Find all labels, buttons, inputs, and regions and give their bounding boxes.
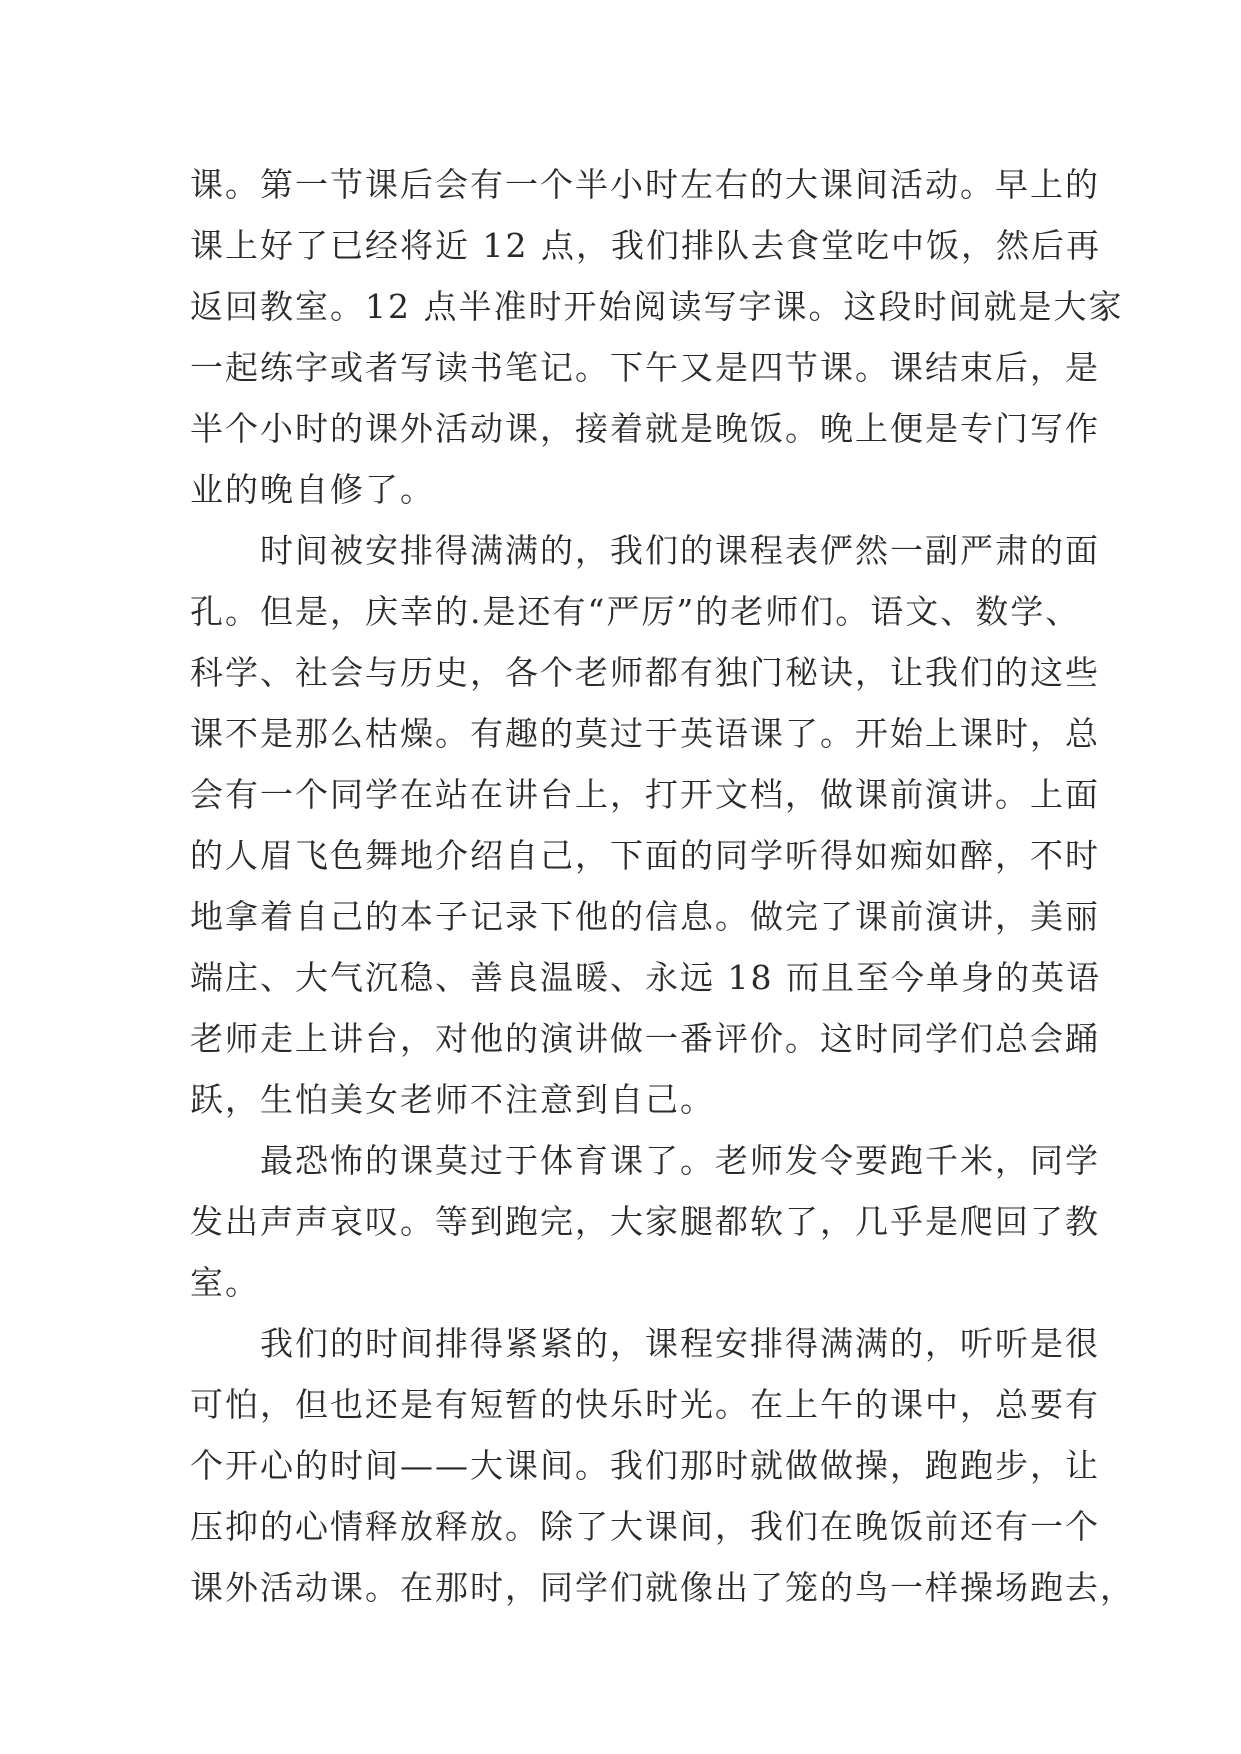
text-line: 业的晚自修了。 xyxy=(190,470,435,509)
text-line: 地拿着自己的本子记录下他的信息。做完了课前演讲，美丽 xyxy=(190,897,1100,936)
text-line: 时间被安排得满满的，我们的课程表俨然一副严肃的面 xyxy=(190,531,1100,570)
text-line: 端庄、大气沉稳、善良温暖、永远 18 而且至今单身的英语 xyxy=(190,958,1101,997)
text-line: 发出声声哀叹。等到跑完，大家腿都软了，几乎是爬回了教 xyxy=(190,1202,1100,1241)
text-line: 半个小时的课外活动课，接着就是晚饭。晚上便是专门写作 xyxy=(190,409,1100,448)
text-line: 最恐怖的课莫过于体育课了。老师发令要跑千米，同学 xyxy=(190,1141,1100,1180)
text-line: 压抑的心情释放释放。除了大课间，我们在晚饭前还有一个 xyxy=(190,1507,1100,1546)
text-line: 会有一个同学在站在讲台上，打开文档，做课前演讲。上面 xyxy=(190,775,1100,814)
text-line: 老师走上讲台，对他的演讲做一番评价。这时同学们总会踊 xyxy=(190,1019,1100,1058)
text-line: 个开心的时间——大课间。我们那时就做做操，跑跑步，让 xyxy=(190,1446,1100,1485)
body-text xyxy=(190,154,1135,1618)
text-line: 的人眉飞色舞地介绍自己，下面的同学听得如痴如醉，不时 xyxy=(190,836,1100,875)
text-line: 我们的时间排得紧紧的，课程安排得满满的，听听是很 xyxy=(190,1324,1100,1363)
text-line: 跃，生怕美女老师不注意到自己。 xyxy=(190,1080,715,1119)
text-line: 科学、社会与历史，各个老师都有独门秘诀，让我们的这些 xyxy=(190,653,1100,692)
text-line: 孔。但是，庆幸的.是还有“严厉”的老师们。语文、数学、 xyxy=(190,592,1081,631)
text-line: 室。 xyxy=(190,1263,260,1302)
text-line: 课外活动课。在那时，同学们就像出了笼的鸟一样操场跑去， xyxy=(190,1568,1135,1607)
text-line: 可怕，但也还是有短暂的快乐时光。在上午的课中，总要有 xyxy=(190,1385,1100,1424)
text-line: 返回教室。12 点半准时开始阅读写字课。这段时间就是大家 xyxy=(190,287,1124,326)
text-line: 课。第一节课后会有一个半小时左右的大课间活动。早上的 xyxy=(190,165,1100,204)
text-line: 一起练字或者写读书笔记。下午又是四节课。课结束后，是 xyxy=(190,348,1100,387)
text-line: 课上好了已经将近 12 点，我们排队去食堂吃中饭，然后再 xyxy=(190,226,1101,265)
text-line: 课不是那么枯燥。有趣的莫过于英语课了。开始上课时，总 xyxy=(190,714,1100,753)
